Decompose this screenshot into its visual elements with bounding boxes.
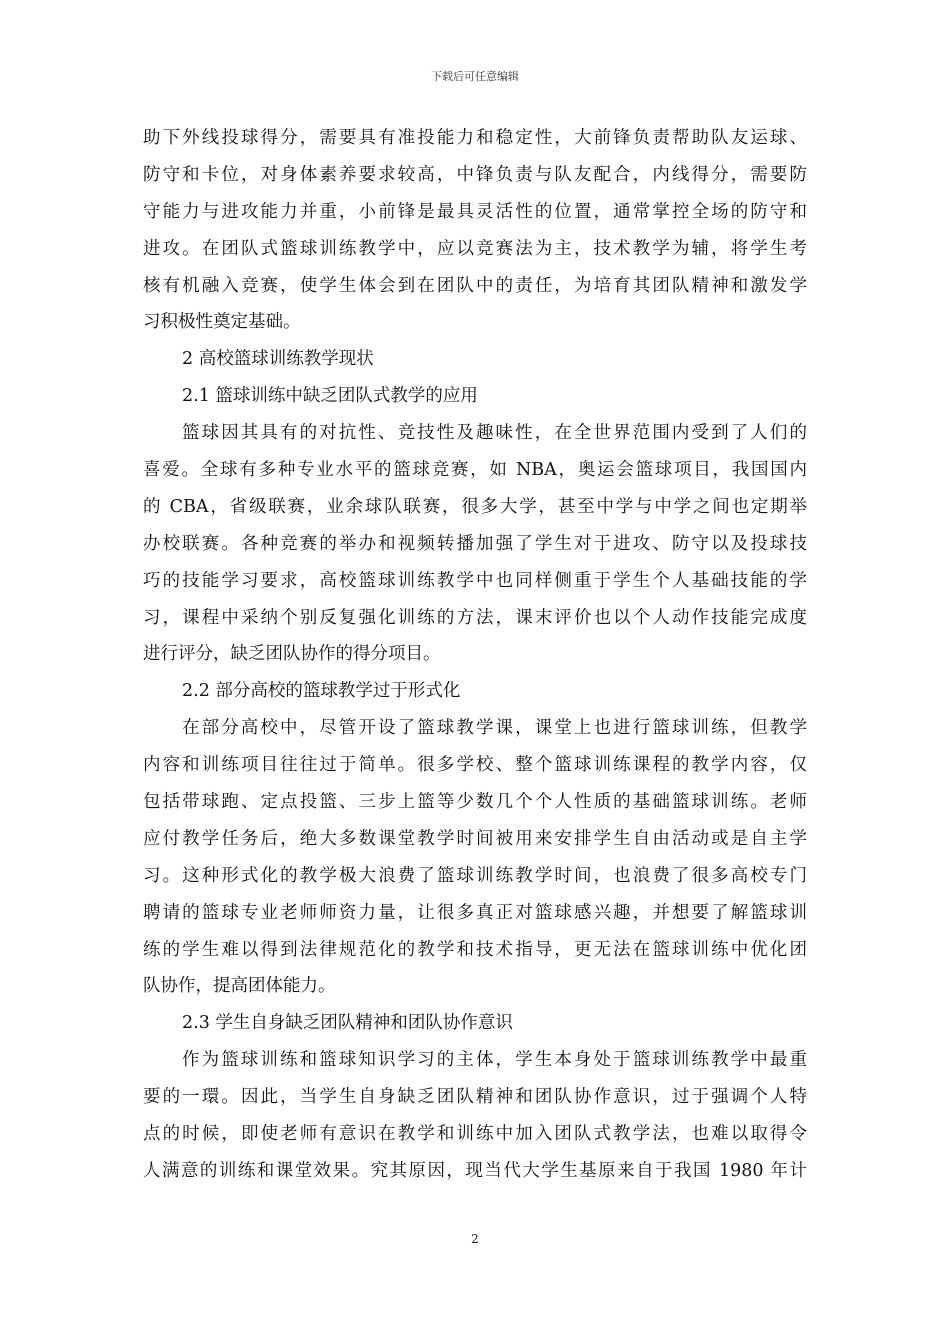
text-line: 队协作，提高团体能力。 [143, 976, 336, 997]
text-line: 包括带球跑、定点投篮、三步上篮等少数几个个人性质的基础篮球训练。老师 [143, 792, 807, 813]
text-line: 点的时候，即使老师有意识在教学和训练中加入团队式教学法，也难以取得令 [143, 1124, 807, 1145]
body-text [143, 120, 807, 1190]
text-line: 作为篮球训练和篮球知识学习的主体，学生本身处于篮球训练教学中最重 [182, 1050, 807, 1071]
text-line: 核有机融入竞赛，使学生体会到在团队中的责任，为培育其团队精神和激发学 [143, 275, 807, 296]
text-line: 进攻。在团队式篮球训练教学中，应以竞赛法为主，技术教学为辅，将学生考 [143, 238, 807, 259]
text-line: 在部分高校中，尽管开设了篮球教学课，课堂上也进行篮球训练，但教学 [182, 718, 807, 739]
page-number: 2 [471, 1232, 479, 1246]
text-line: 助下外线投球得分，需要具有准投能力和稳定性，大前锋负责帮助队友运球、 [143, 128, 807, 148]
text-line: 防守和卡位，对身体素养要求较高，中锋负责与队友配合，内线得分，需要防 [143, 164, 807, 185]
text-line: 守能力与进攻能力并重，小前锋是最具灵活性的位置，通常掌控全场的防守和 [143, 201, 807, 222]
text-line: 聘请的篮球专业老师师资力量，让很多真正对篮球感兴趣，并想要了解篮球训 [143, 902, 807, 923]
text-line: 要的一環。因此，当学生自身缺乏团队精神和团队协作意识，过于强调个人特 [143, 1087, 807, 1108]
page-header: 下载后可任意编辑 [431, 70, 519, 83]
text-line: 习，课程中采纳个别反复强化训练的方法，课末评价也以个人动作技能完成度 [143, 607, 807, 628]
text-line: 应付教学任务后，绝大多数课堂教学时间被用来安排学生自由活动或是自主学 [143, 828, 807, 849]
text-line: 巧的技能学习要求，高校篮球训练教学中也同样侧重于学生个人基础技能的学 [143, 570, 807, 591]
text-line: 2 高校篮球训练教学现状 [182, 349, 374, 370]
text-line: 办校联赛。各种竞赛的举办和视频转播加强了学生对于进攻、防守以及投球技 [143, 533, 807, 554]
text-line: 篮球因其具有的对抗性、竞技性及趣味性，在全世界范围内受到了人们的 [182, 423, 807, 444]
text-line: 喜爱。全球有多种专业水平的篮球竞赛，如 NBA，奥运会篮球项目，我国国内 [143, 460, 807, 481]
text-line: 2.2 部分高校的篮球教学过于形式化 [182, 681, 461, 702]
text-line: 的 CBA，省级联赛，业余球队联赛，很多大学，甚至中学与中学之间也定期举 [143, 496, 807, 517]
text-line: 练的学生难以得到法律规范化的教学和技术指导，更无法在篮球训练中优化团 [143, 939, 807, 960]
text-line: 人满意的训练和课堂效果。究其原因，现当代大学生基原来自于我国 1980 年计 [143, 1160, 807, 1181]
text-line: 2.1 篮球训练中缺乏团队式教学的应用 [182, 386, 478, 407]
text-line: 进行评分，缺乏团队协作的得分项目。 [143, 644, 441, 665]
text-line: 习积极性奠定基础。 [143, 312, 301, 333]
text-line: 2.3 学生自身缺乏团队精神和团队协作意识 [182, 1013, 513, 1034]
text-line: 内容和训练项目往往过于简单。很多学校、整个篮球训练课程的教学内容，仅 [143, 755, 807, 776]
text-line: 习。这种形式化的教学极大浪费了篮球训练教学时间，也浪费了很多高校专门 [143, 865, 807, 886]
